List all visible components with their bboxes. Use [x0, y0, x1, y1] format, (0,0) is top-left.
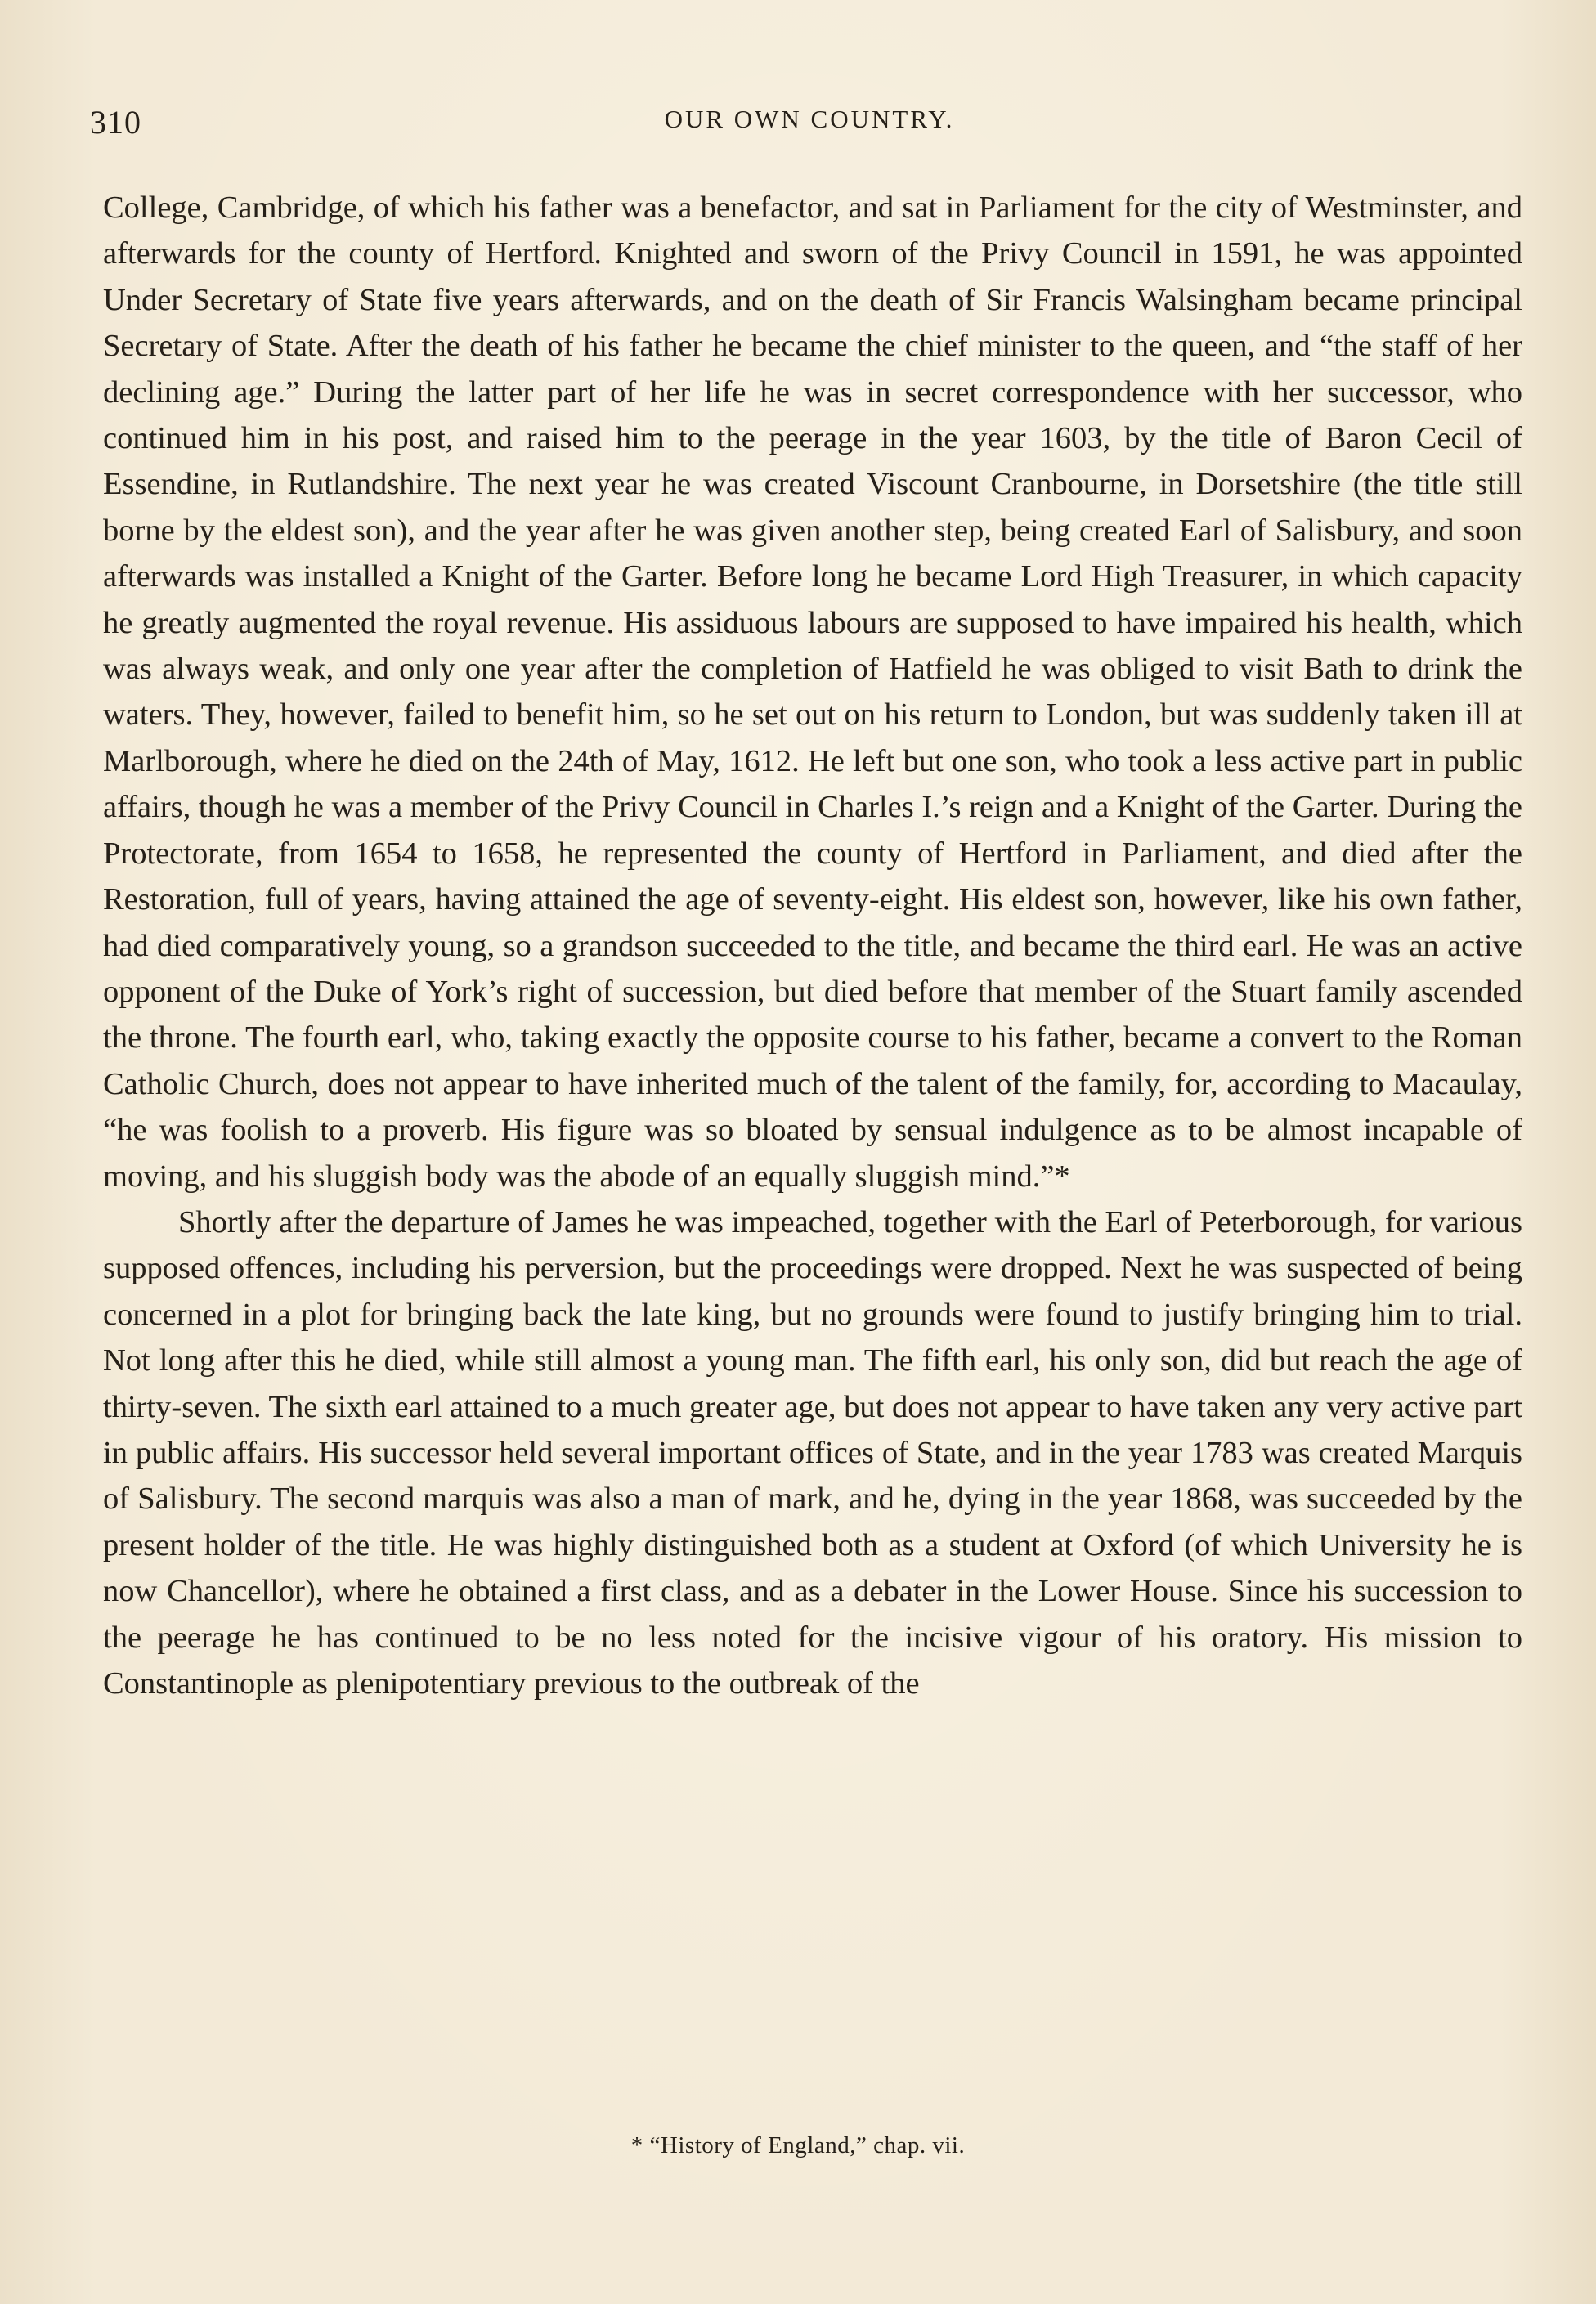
body-text: [103, 185, 1522, 1706]
running-title: OUR OWN COUNTRY.: [664, 105, 955, 133]
footnote: * “History of England,” chap. vii.: [630, 2132, 966, 2158]
running-head: [90, 96, 1529, 146]
paragraph-continued: College, Cambridge, of which his father was a benefactor, and sat in Parliament for the city of Westminster, and afterwards for the county of Hertford. Knighted and sworn of the Privy Council in 1591, he was appointed Under Secretary of State five years afterwards, and on the death of Sir Francis Walsingham became principal Secretary of State. After the death of his father he became the chief minister to the queen, and “the staff of her declining age.” During the latter part of her life he was in secret correspondence with her successor, who continued him in his post, and raised him to the peerage in the year 1603, by the title of Baron Cecil of Essendine, in Rutlandshire. The next year he was created Viscount Cranbourne, in Dorsetshire (the title still borne by the eldest son), and the year after he was given another step, being created Earl of Salisbury, and soon afterwards was installed a Knight of the Garter. Before long he became Lord High Treasurer, in which capacity he greatly augmented the royal revenue. His assiduous labours are supposed to have impaired his health, which was always weak, and only one year after the completion of Hatfield he was obliged to visit Bath to drink the waters. They, however, failed to benefit him, so he set out on his return to London, but was suddenly taken ill at Marlborough, where he died on the 24th of May, 1612. He left but one son, who took a less active part in public affairs, though he was a member of the Privy Council in Charles I.’s reign and a Knight of the Garter. During the Protectorate, from 1654 to 1658, he represented the county of Hertford in Parliament, and died after the Restoration, full of years, having attained the age of seventy-eight. His eldest son, however, like his own father, had died comparatively young, so a grandson succeeded to the title, and became the third earl. He was an active opponent of the Duke of York’s right of succession, but died before that member of the Stuart family ascended the throne. The fourth earl, who, taking exactly the opposite course to his father, became a convert to the Roman Catholic Church, does not appear to have inherited much of the talent of the family, for, according to Macaulay, “he was foolish to a proverb. His figure was so bloated by sensual indulgence as to be almost incapable of moving, and his sluggish body was the abode of an equally sluggish mind.”*: [103, 191, 1522, 1194]
page-number: 310: [90, 104, 141, 141]
paragraph: Shortly after the departure of James he was impeached, together with the Earl of Peterborough, for various supposed offences, including his perversion, but the proceedings were dropped. Next he was suspected of being concerned in a plot for bringing back the late king, but no grounds were found to justify bringing him to trial. Not long after this he died, while still almost a young man. The fifth earl, his only son, did but reach the age of thirty-seven. The sixth earl attained to a much greater age, but does not appear to have taken any very active part in public affairs. His successor held several important offices of State, and in the year 1783 was created Marquis of Salisbury. The second marquis was also a man of mark, and he, dying in the year 1868, was succeeded by the present holder of the title. He was highly distinguished both as a student at Oxford (of which University he is now Chancellor), where he obtained a first class, and as a debater in the Lower House. Since his succession to the peerage he has continued to be no less noted for the incisive vigour of his oratory. His mission to Constantinople as plenipotentiary previous to the outbreak of the: [103, 1204, 1522, 1701]
